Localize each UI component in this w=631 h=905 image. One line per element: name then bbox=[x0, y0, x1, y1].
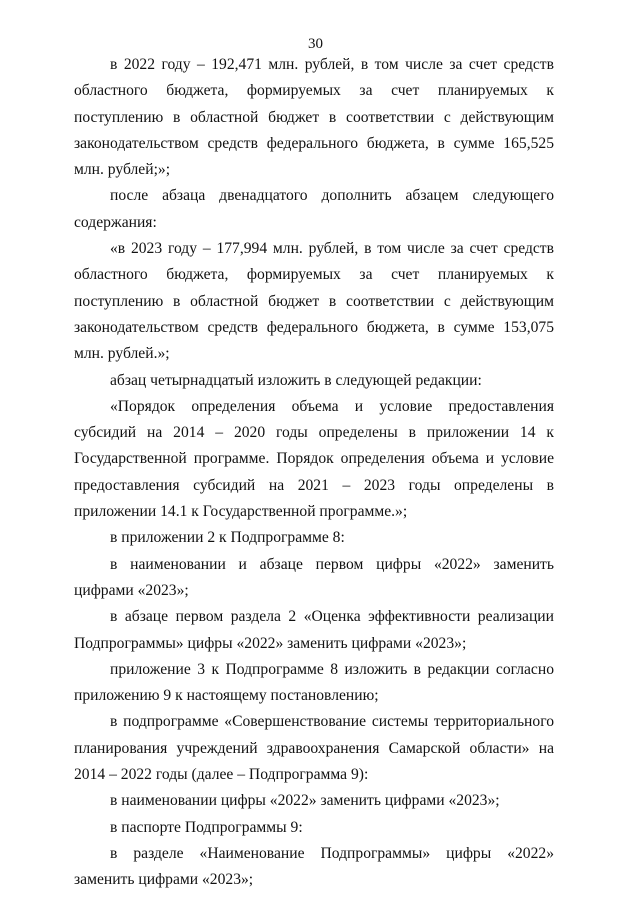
document-body bbox=[74, 52, 554, 894]
paragraph: в 2022 году – 192,471 млн. рублей, в том числе за счет средств областного бюджета, формируемых за счет планируемых к поступлению в областной бюджет в соответствии с действующим законодательством средств федерального бюджета, в сумме 165,525 млн. рублей;»; bbox=[74, 56, 554, 179]
paragraph: в разделе «Наименование Подпрограммы» цифры «2022» заменить цифрами «2023»; bbox=[74, 844, 554, 889]
paragraph: в наименовании и абзаце первом цифры «2022» заменить цифрами «2023»; bbox=[74, 555, 554, 599]
paragraph: в подпрограмме «Совершенствование системы территориального планирования учреждений здравоохранения Самарской области» на 2014 – 2022 годы (далее – Подпрограмма 9): bbox=[74, 713, 554, 784]
paragraph: в приложении 2 к Подпрограмме 8: bbox=[110, 529, 345, 547]
paragraph: в абзаце первом раздела 2 «Оценка эффективности реализации Подпрограммы» цифры «2022» заменить цифрами «2023»; bbox=[74, 608, 554, 652]
paragraph: в наименовании цифры «2022» заменить цифрами «2023»; bbox=[110, 792, 500, 810]
paragraph: «в 2023 году – 177,994 млн. рублей, в том числе за счет средств областного бюджета, формируемых за счет планируемых к поступлению в областной бюджет в соответствии с действующим законодательством средств федерального бюджета, в сумме 153,075 млн. рублей.»; bbox=[74, 240, 554, 363]
paragraph: приложение 3 к Подпрограмме 8 изложить в редакции согласно приложению 9 к настоящему постановлению; bbox=[74, 660, 554, 705]
paragraph: «Порядок определения объема и условие предоставления субсидий на 2014 – 2020 годы определены в приложении 14 к Государственной программе. Порядок определения объема и условие предоставления субсидий на 2021 – 2023 годы определены в приложении 14.1 к Государственной программе.»; bbox=[74, 397, 554, 521]
paragraph: после абзаца двенадцатого дополнить абзацем следующего содержания: bbox=[74, 187, 554, 231]
paragraph: в паспорте Подпрограммы 9: bbox=[110, 818, 303, 836]
page-number: 30 bbox=[308, 36, 323, 52]
paragraph: абзац четырнадцатый изложить в следующей редакции: bbox=[110, 371, 482, 389]
